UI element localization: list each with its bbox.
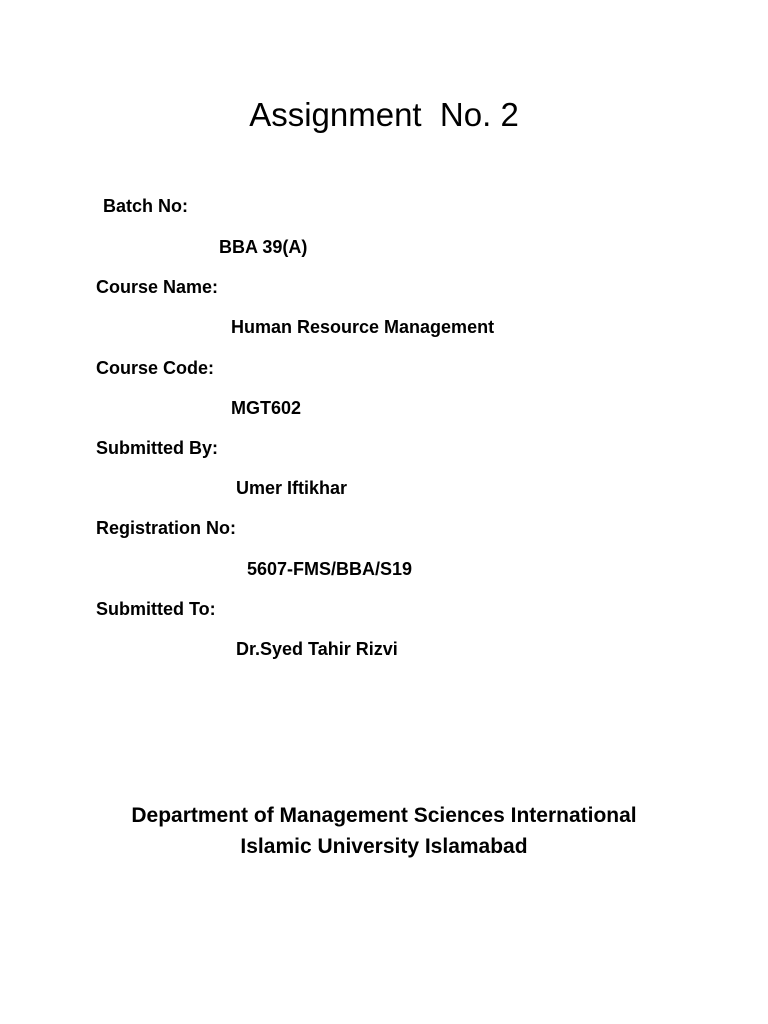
batch-value: BBA 39(A) <box>219 237 308 257</box>
submitted-by-value: Umer Iftikhar <box>236 478 348 498</box>
submitted-by-label: Submitted By: <box>96 438 219 458</box>
course-code-value: MGT602 <box>231 398 302 418</box>
batch-label: Batch No: <box>103 196 188 216</box>
course-name-label: Course Name: <box>96 277 219 297</box>
submitted-to-value: Dr.Syed Tahir Rizvi <box>236 639 398 659</box>
document-title: Assignment No. 2 <box>249 96 519 133</box>
registration-value: 5607-FMS/BBA/S19 <box>247 559 413 579</box>
footer-line-2: Islamic University Islamabad <box>240 835 528 858</box>
department-footer <box>0 800 768 862</box>
course-name-value: Human Resource Management <box>231 317 495 337</box>
registration-label: Registration No: <box>96 518 237 538</box>
submitted-to-label: Submitted To: <box>96 599 216 619</box>
footer-line-1: Department of Management Sciences International <box>131 804 637 827</box>
course-code-label: Course Code: <box>96 358 215 378</box>
